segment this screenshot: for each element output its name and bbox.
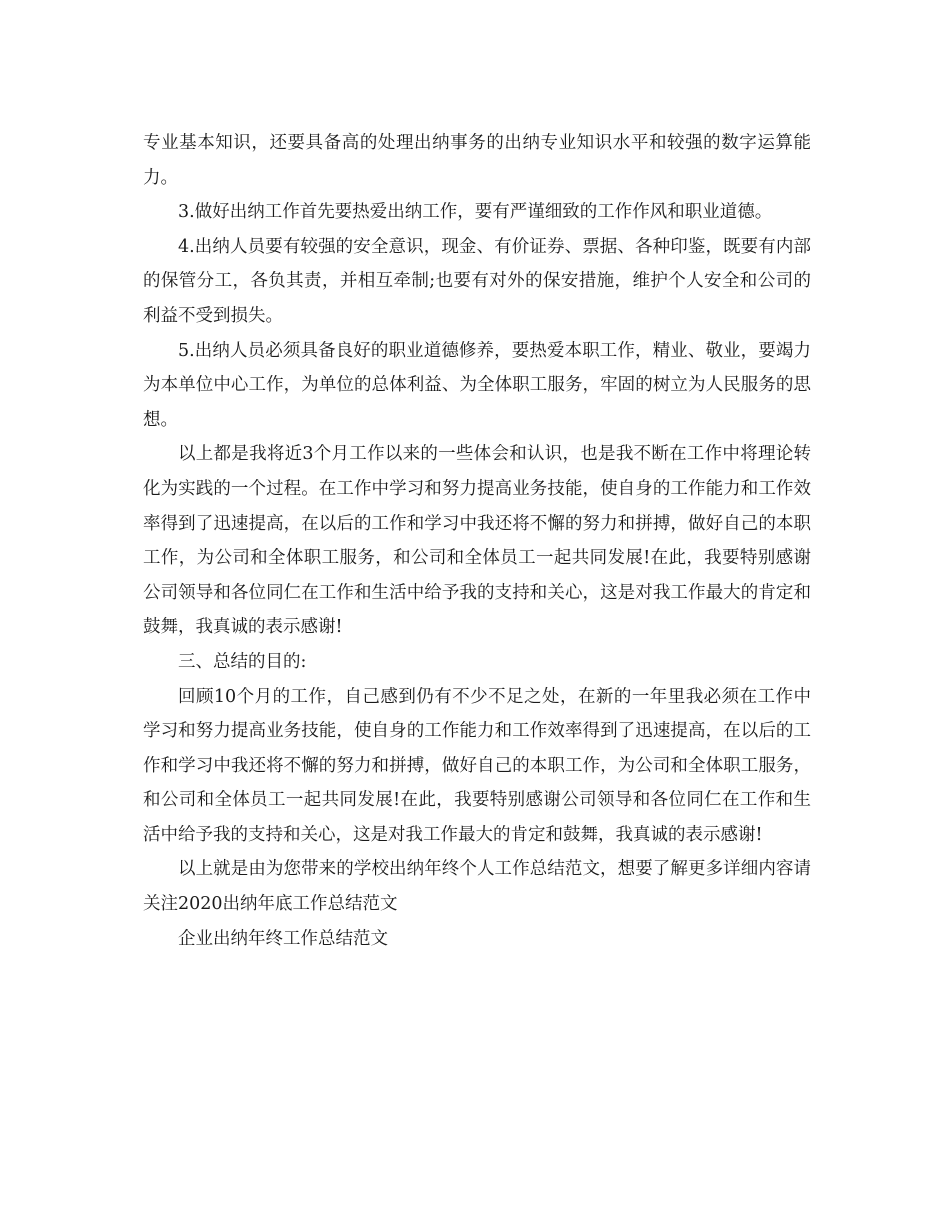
paragraph-item-4: 4.出纳人员要有较强的安全意识，现金、有价证券、票据、各种印鉴，既要有内部的保管分工，各负其责，并相互牵制;也要有对外的保安措施，维护个人安全和公司的利益不受到损失。 (143, 236, 811, 326)
paragraph-item-3: 3.做好出纳工作首先要热爱出纳工作，要有严谨细致的工作作风和职业道德。 (178, 202, 773, 223)
paragraph-review: 回顾10个月的工作，自己感到仍有不少不足之处，在新的一年里我必须在工作中学习和努力提高业务技能，使自身的工作能力和工作效率得到了迅速提高，在以后的工作和学习中我还将不懈的努力和拼搏，做好自己的本职工作，为公司和全体职工服务，和公司和全体员工一起共同发展!在此，我要特别感谢公司领导和各位同仁在工作和生活中给予我的支持和关心，这是对我工作最大的肯定和鼓舞，我真诚的表示感谢! (143, 686, 811, 845)
paragraph-continuation: 专业基本知识，还要具备高的处理出纳事务的出纳专业知识水平和较强的数字运算能力。 (143, 133, 811, 188)
paragraph-reflection: 以上都是我将近3个月工作以来的一些体会和认识，也是我不断在工作中将理论转化为实践的一个过程。在工作中学习和努力提高业务技能，使自身的工作能力和工作效率得到了迅速提高，在以后的工作和学习中我还将不懈的努力和拼搏，做好自己的本职工作，为公司和全体职工服务，和公司和全体员工一起共同发展!在此，我要特别感谢公司领导和各位同仁在工作和生活中给予我的支持和关心，这是对我工作最大的肯定和鼓舞，我真诚的表示感谢! (143, 444, 811, 638)
paragraph-closing: 以上就是由为您带来的学校出纳年终个人工作总结范文，想要了解更多详细内容请关注2020出纳年底工作总结范文 (143, 859, 811, 915)
related-article-link[interactable]: 企业出纳年终工作总结范文 (178, 928, 388, 949)
paragraph-item-5: 5.出纳人员必须具备良好的职业道德修养，要热爱本职工作，精业、敬业，要竭力为本单位中心工作，为单位的总体利益、为全体职工服务，牢固的树立为人民服务的思想。 (143, 340, 811, 430)
section-heading: 三、总结的目的: (178, 651, 307, 672)
document-body (143, 126, 811, 956)
